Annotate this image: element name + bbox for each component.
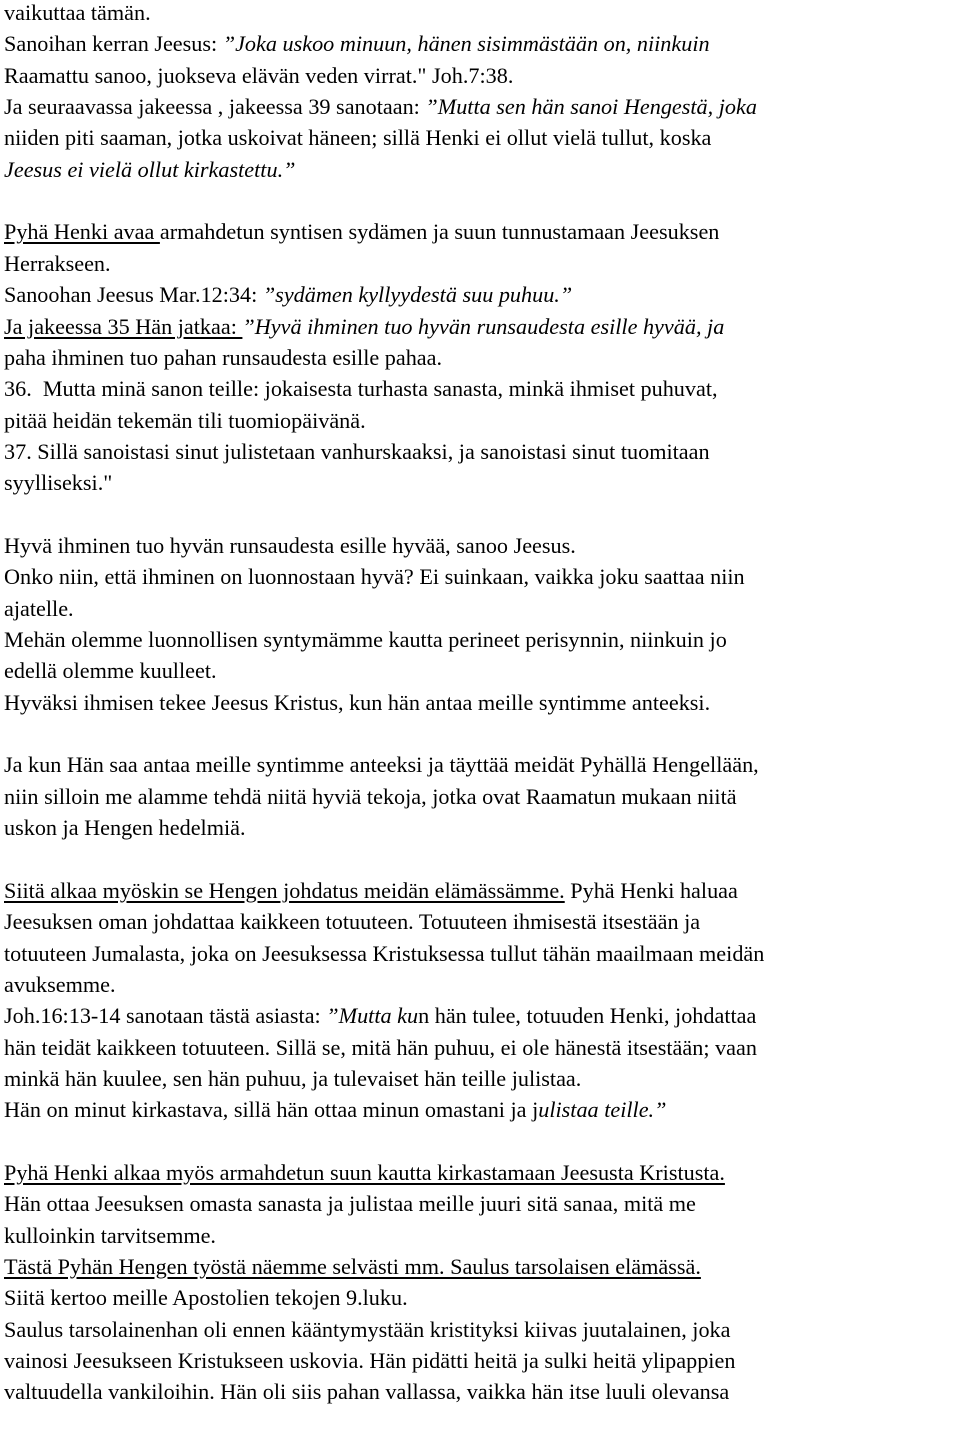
text-run: Pyhä Henki haluaa — [564, 877, 738, 903]
text-run: pitää heidän tekemän tili tuomiopäivänä. — [4, 407, 366, 433]
text-run: Ja jakeessa 35 Hän jatkaa: — [4, 313, 243, 339]
text-run: Siitä kertoo meille Apostolien tekojen 9.luku. — [4, 1285, 408, 1311]
text-line — [4, 125, 711, 151]
text-line — [4, 1223, 216, 1249]
text-run: kulloinkin tarvitsemme. — [4, 1222, 216, 1248]
text-run: Joh.16:13-14 sanotaan tästä asiasta: — [4, 1003, 327, 1029]
text-run: Jeesuksen oman johdattaa kaikkeen totuuteen. Totuuteen ihmisestä itsestään ja — [4, 909, 701, 935]
text-run: ”Hyvä ihminen tuo hyvän runsaudesta esille hyvää, ja — [242, 313, 725, 339]
text-line — [4, 282, 572, 308]
text-run: valtuudella vankiloihin. Hän oli siis pahan vallassa, vaikka hän itse luuli olevansa — [4, 1379, 730, 1405]
text-run: n hän tulee, totuuden Henki, johdattaa — [418, 1003, 757, 1029]
text-line — [4, 658, 217, 684]
text-run: Siitä alkaa myöskin se Hengen johdatus meidän elämässämme. — [4, 877, 565, 903]
text-line — [4, 345, 442, 371]
text-line — [4, 1097, 666, 1123]
text-line — [4, 878, 738, 904]
text-run: 37. Sillä sanoistasi sinut julistetaan vanhurskaaksi, ja sanoistasi sinut tuomitaan — [4, 438, 710, 464]
text-run: Sanoihan kerran Jeesus: — [4, 31, 223, 57]
text-line — [4, 1317, 731, 1343]
text-run: syylliseksi." — [4, 470, 113, 496]
text-line — [4, 533, 576, 559]
text-run: ”Mutta sen hän sanoi Hengestä, joka — [425, 94, 757, 120]
text-run: ulistaa teille.” — [538, 1097, 667, 1123]
text-run: vainosi Jeesukseen Kristukseen uskovia. Hän pidätti heitä ja sulki heitä ylipappien — [4, 1348, 736, 1374]
text-run: armahdetun syntisen sydämen ja suun tunnustamaan Jeesuksen — [159, 219, 720, 245]
text-line — [4, 972, 116, 998]
text-line — [4, 157, 295, 183]
text-line — [4, 596, 74, 622]
text-line — [4, 94, 757, 120]
text-run: vaikuttaa tämän. — [4, 0, 151, 25]
text-run: minkä hän kuulee, sen hän puhuu, ja tulevaiset hän teille julistaa. — [4, 1065, 582, 1091]
text-line — [4, 752, 759, 778]
text-run: ”Mutta ku — [326, 1003, 419, 1029]
text-line — [4, 1191, 696, 1217]
text-run: 36. Mutta minä sanon teille: jokaisesta turhasta sanasta, minkä ihmiset puhuvat, — [4, 376, 718, 402]
text-run: Pyhä Henki avaa — [4, 219, 160, 245]
text-line — [4, 564, 745, 590]
text-line — [4, 376, 718, 402]
text-run: Hän on minut kirkastava, sillä hän ottaa minun omastani ja j — [4, 1097, 539, 1123]
text-run: Jeesus ei vielä ollut kirkastettu.” — [4, 156, 296, 182]
text-run: avuksemme. — [4, 971, 116, 997]
text-line — [4, 1285, 408, 1311]
text-run: niin silloin me alamme tehdä niitä hyviä tekoja, jotka ovat Raamatun mukaan niitä — [4, 783, 737, 809]
text-line — [4, 1066, 581, 1092]
text-run: Mehän olemme luonnollisen syntymämme kautta perineet perisynnin, niinkuin jo — [4, 627, 727, 652]
text-run: Onko niin, että ihminen on luonnostaan hyvä? Ei suinkaan, vaikka joku saattaa niin — [4, 564, 745, 590]
text-line — [4, 251, 111, 277]
text-run: Raamattu sanoo, juokseva elävän veden virrat." Joh.7:38. — [4, 62, 514, 88]
text-run: Ja kun Hän saa antaa meille syntimme anteeksi ja täyttää meidät Pyhällä Hengellään, — [4, 752, 759, 778]
text-run: niiden piti saaman, jotka uskoivat häneen; sillä Henki ei ollut vielä tullut, koska — [4, 125, 712, 151]
text-run: Tästä Pyhän Hengen työstä näemme selvästi mm. Saulus tarsolaisen elämässä. — [4, 1254, 701, 1279]
text-run: uskon ja Hengen hedelmiä. — [4, 815, 246, 841]
text-run: Herrakseen. — [4, 250, 111, 276]
text-run: ”Joka uskoo minuun, hänen sisimmästään on, niinkuin — [222, 31, 710, 57]
text-line — [4, 909, 700, 935]
text-run: Hyväksi ihmisen tekee Jeesus Kristus, kun hän antaa meille syntimme anteeksi. — [4, 689, 711, 715]
text-line — [4, 690, 710, 716]
text-run: edellä olemme kuulleet. — [4, 658, 217, 684]
text-line — [4, 63, 513, 89]
text-line — [4, 941, 764, 967]
text-line — [4, 408, 366, 434]
text-line — [4, 1379, 729, 1405]
text-line — [4, 470, 112, 496]
text-run: totuuteen Jumalasta, joka on Jeesuksessa Kristuksessa tullut tähän maailmaan meidän — [4, 940, 765, 966]
text-run: Ja seuraavassa jakeessa , jakeessa 39 sanotaan: — [4, 94, 426, 120]
text-line — [4, 1160, 725, 1186]
text-line — [4, 815, 246, 841]
text-line — [4, 1003, 756, 1029]
text-line — [4, 1035, 757, 1061]
text-run: Sanoohan Jeesus Mar.12:34: — [4, 282, 263, 308]
text-run: Pyhä Henki alkaa myös armahdetun suun kautta kirkastamaan Jeesusta Kristusta. — [4, 1159, 725, 1185]
text-line — [4, 219, 719, 245]
text-run: ajatelle. — [4, 595, 74, 621]
text-run: Hän ottaa Jeesuksen omasta sanasta ja julistaa meille juuri sitä sanaa, mitä me — [4, 1191, 696, 1217]
text-run: ”sydämen kyllyydestä suu puhuu.” — [262, 282, 573, 308]
text-line — [4, 1254, 701, 1280]
text-line — [4, 439, 710, 465]
text-line — [4, 1348, 735, 1374]
text-line — [4, 627, 727, 653]
text-run: hän teidät kaikkeen totuuteen. Sillä se, mitä hän puhuu, ei ole hänestä itsestään; vaan — [4, 1034, 757, 1060]
text-line — [4, 784, 737, 810]
text-run: paha ihminen tuo pahan runsaudesta esille pahaa. — [4, 344, 443, 370]
text-line — [4, 31, 710, 57]
text-line — [4, 314, 724, 340]
text-run: Hyvä ihminen tuo hyvän runsaudesta esille hyvää, sanoo Jeesus. — [4, 532, 576, 558]
text-run: Saulus tarsolainenhan oli ennen kääntymystään kristityksi kiivas juutalainen, joka — [4, 1316, 731, 1342]
text-line — [4, 0, 151, 26]
